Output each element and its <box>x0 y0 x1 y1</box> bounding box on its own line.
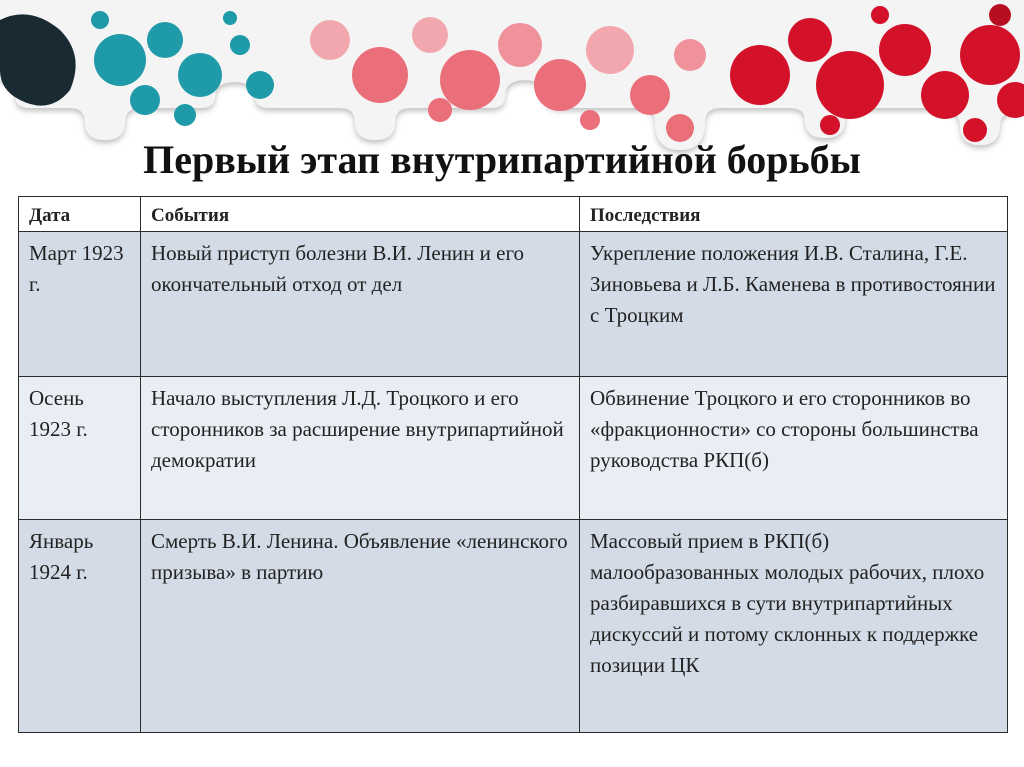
page-title: Первый этап внутрипартийной борьбы <box>143 137 861 182</box>
table-header-row <box>19 197 1008 232</box>
events-table <box>18 196 1008 733</box>
cell-consequences: Массовый прием в РКП(б) малообразованных молодых рабочих, плохо разбиравшихся в сути внутрипартийных дискуссий и потому склонных к поддержке позиции ЦК <box>580 520 1008 733</box>
cell-date: Март 1923 г. <box>19 232 141 377</box>
cell-consequences: Укрепление положения И.В. Сталина, Г.Е. Зиновьева и Л.Б. Каменева в противостоянии с Троцким <box>580 232 1008 377</box>
table-row <box>19 232 1008 377</box>
table-row <box>19 520 1008 733</box>
cell-events: Смерть В.И. Ленина. Объявление «ленинского призыва» в партию <box>141 520 580 733</box>
cell-events: Новый приступ болезни В.И. Ленин и его окончательный отход от дел <box>141 232 580 377</box>
cell-date: Осень 1923 г. <box>19 377 141 520</box>
header-events: События <box>141 197 580 232</box>
header-consequences: Последствия <box>580 197 1008 232</box>
header-date: Дата <box>19 197 141 232</box>
table-row <box>19 377 1008 520</box>
cell-events: Начало выступления Л.Д. Троцкого и его сторонников за расширение внутрипартийной демократии <box>141 377 580 520</box>
cell-consequences: Обвинение Троцкого и его сторонников во «фракционности» со стороны большинства руководства РКП(б) <box>580 377 1008 520</box>
cell-date: Январь 1924 г. <box>19 520 141 733</box>
